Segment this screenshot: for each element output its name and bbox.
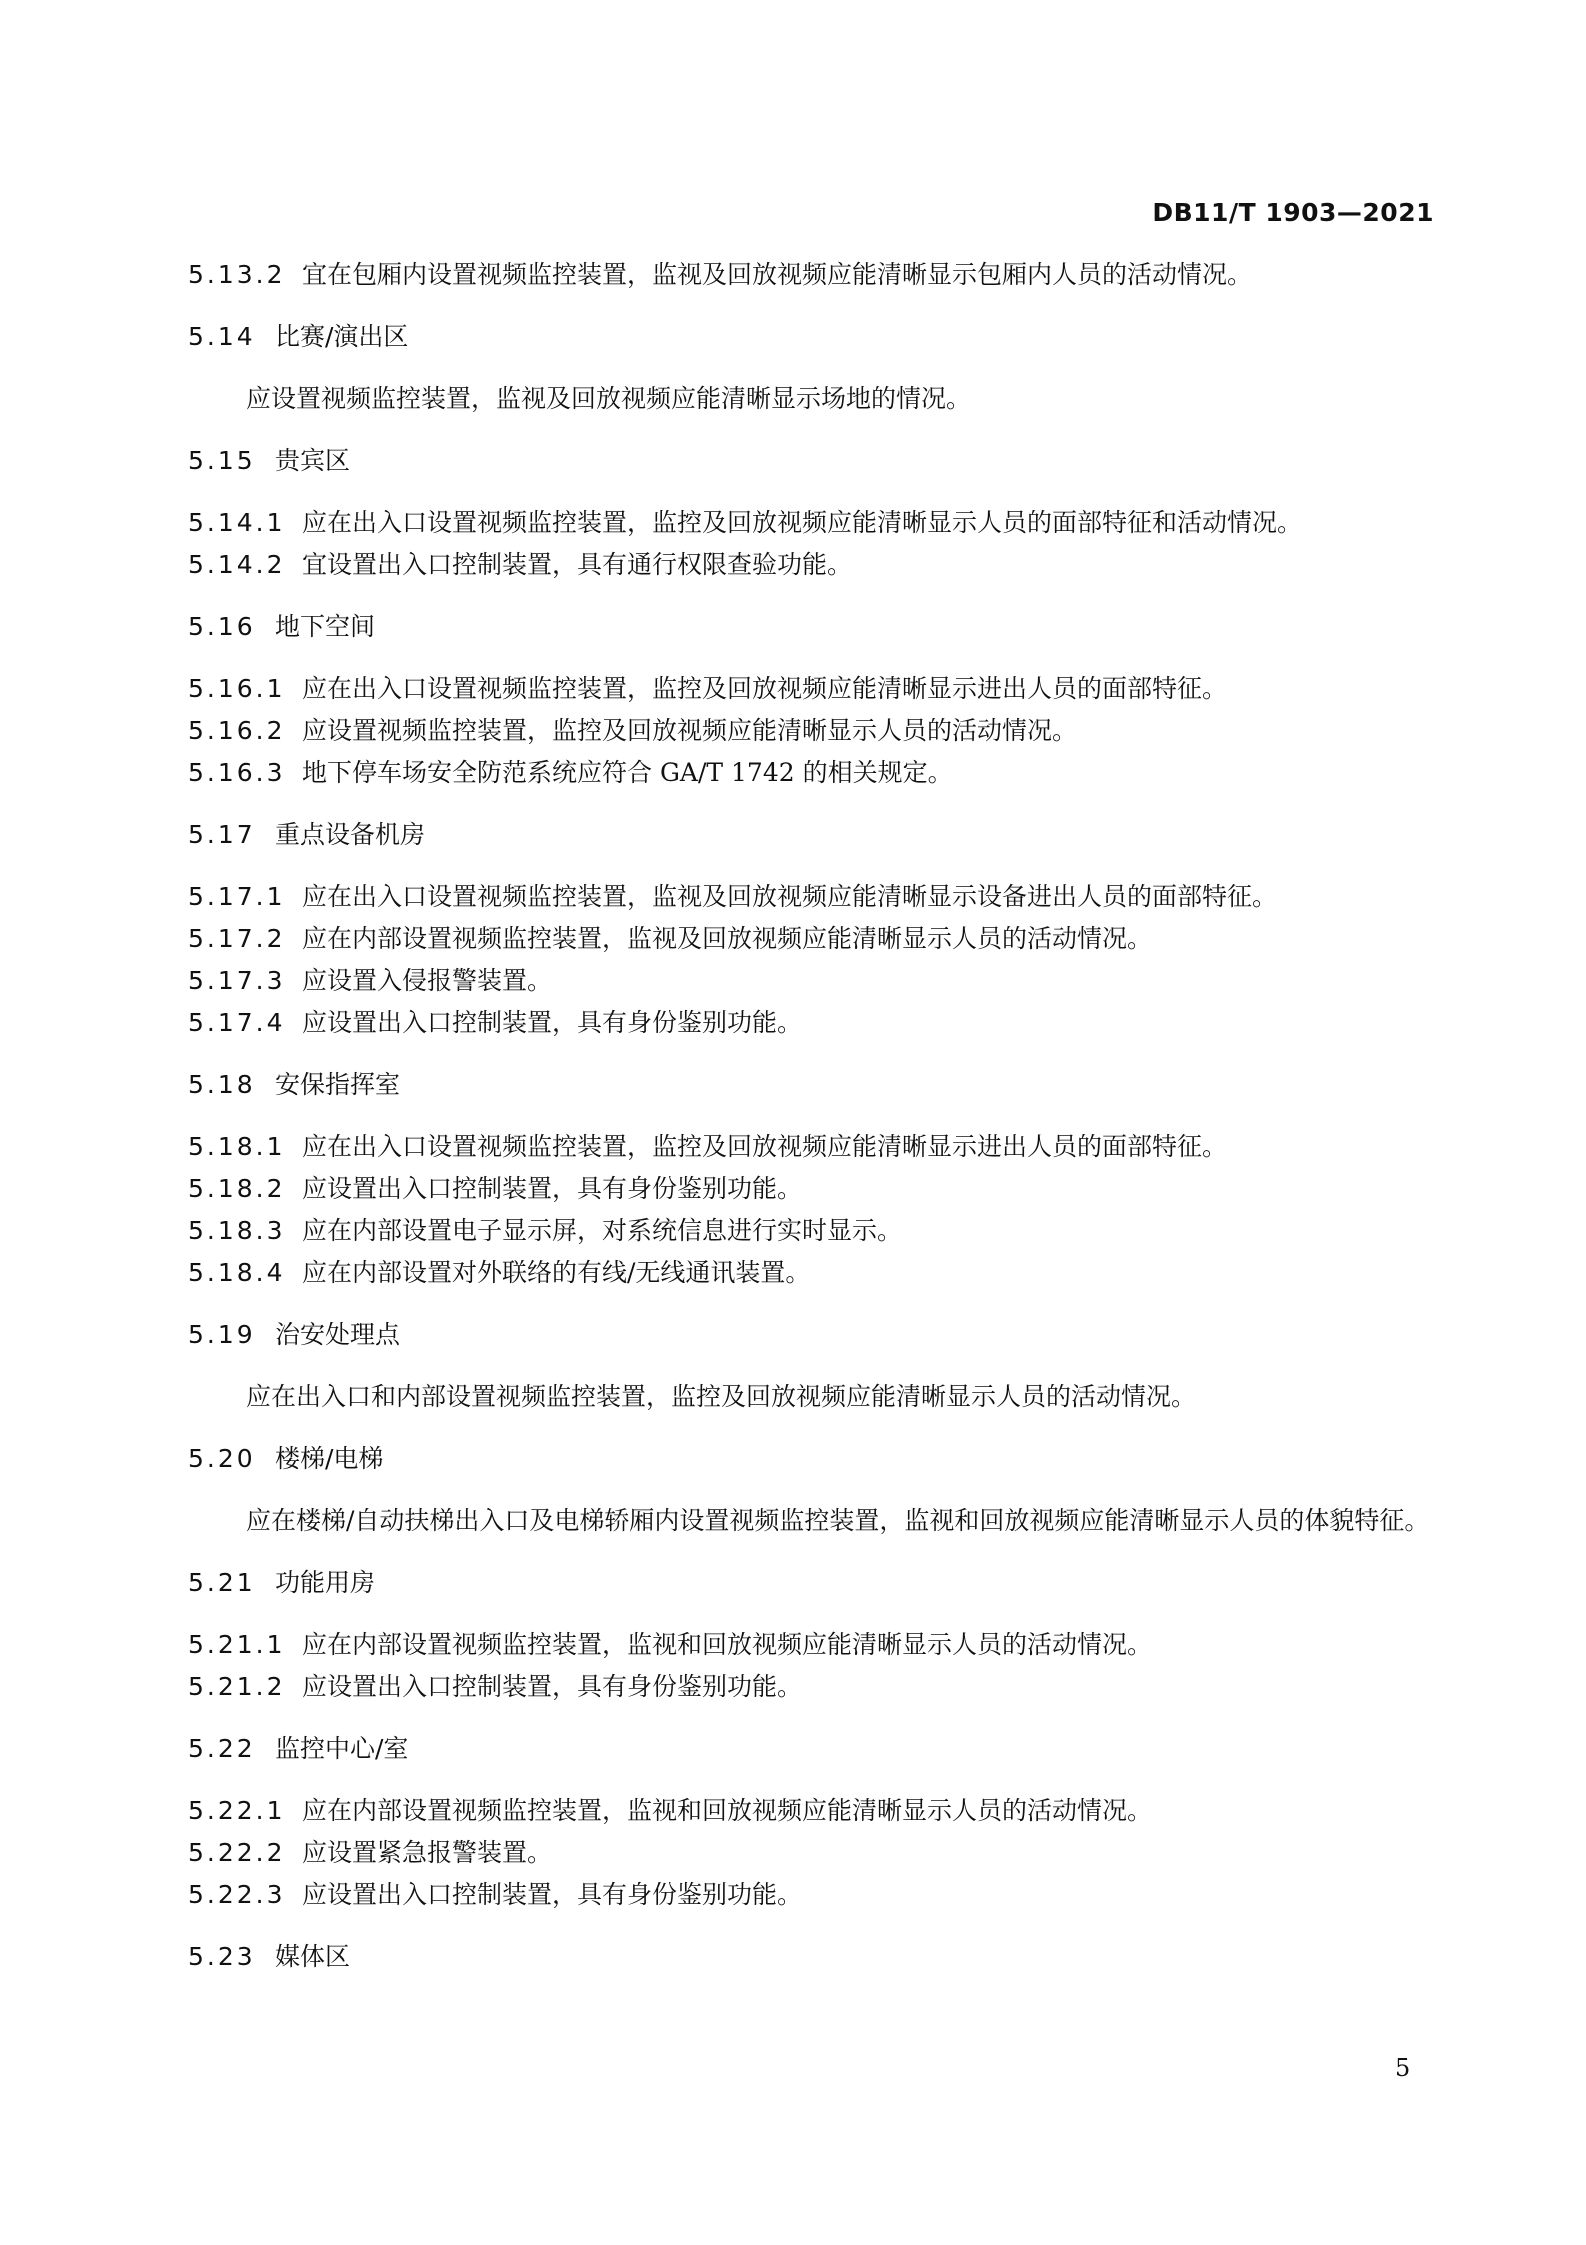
clause-number: 5.22.3 [188, 1880, 286, 1909]
section-heading [188, 814, 1438, 856]
clause-number: 5.17.4 [188, 1008, 286, 1037]
section-title: 楼梯/电梯 [275, 1444, 384, 1473]
section-title: 监控中心/室 [275, 1734, 409, 1763]
clause-number: 5.18.2 [188, 1174, 286, 1203]
clause-text: 应在出入口设置视频监控装置，监控及回放视频应能清晰显示进出人员的面部特征。 [302, 1132, 1228, 1161]
clause-text: 地下停车场安全防范系统应符合 GA/T 1742 的相关规定。 [302, 758, 953, 787]
body-paragraph: 应在楼梯/自动扶梯出入口及电梯轿厢内设置视频监控装置，监视和回放视频应能清晰显示人员的体貌特征。 [246, 1506, 1430, 1535]
section-heading [188, 1314, 1438, 1356]
clause-text: 应在内部设置电子显示屏，对系统信息进行实时显示。 [302, 1216, 903, 1245]
body-paragraph: 应在出入口和内部设置视频监控装置，监控及回放视频应能清晰显示人员的活动情况。 [246, 1382, 1197, 1411]
clause-number: 5.21.2 [188, 1672, 286, 1701]
clause-number: 5.16.3 [188, 758, 286, 787]
spacer [188, 1106, 1438, 1126]
clause-item [188, 1790, 1438, 1832]
section-title: 安保指挥室 [275, 1070, 401, 1099]
clause-text: 应在出入口设置视频监控装置，监视及回放视频应能清晰显示设备进出人员的面部特征。 [302, 882, 1278, 911]
section-heading [188, 1438, 1438, 1480]
clause-number: 5.17.3 [188, 966, 286, 995]
clause-item [188, 502, 1438, 544]
spacer [188, 1480, 1438, 1500]
clause-text: 应在内部设置视频监控装置，监视及回放视频应能清晰显示人员的活动情况。 [302, 924, 1153, 953]
clause-text: 应在内部设置视频监控装置，监视和回放视频应能清晰显示人员的活动情况。 [302, 1630, 1153, 1659]
clause-number: 5.13.2 [188, 260, 286, 289]
clause-text: 应在内部设置视频监控装置，监视和回放视频应能清晰显示人员的活动情况。 [302, 1796, 1153, 1825]
clause-text: 应设置视频监控装置，监控及回放视频应能清晰显示人员的活动情况。 [302, 716, 1078, 745]
spacer [188, 648, 1438, 668]
clause-item [188, 668, 1438, 710]
clause-number: 5.18.4 [188, 1258, 286, 1287]
clause-text: 应设置出入口控制装置，具有身份鉴别功能。 [302, 1008, 803, 1037]
clause-number: 5.21.1 [188, 1630, 286, 1659]
spacer [188, 296, 1438, 316]
clause-item [188, 1002, 1438, 1044]
section-number: 5.16 [188, 612, 256, 641]
clause-item [188, 1168, 1438, 1210]
clause-text: 应在内部设置对外联络的有线/无线通讯装置。 [302, 1258, 811, 1287]
spacer [188, 1044, 1438, 1064]
clause-number: 5.22.1 [188, 1796, 286, 1825]
section-heading [188, 1562, 1438, 1604]
section-number: 5.22 [188, 1734, 256, 1763]
section-heading [188, 316, 1438, 358]
spacer [188, 1604, 1438, 1624]
clause-text: 宜在包厢内设置视频监控装置，监视及回放视频应能清晰显示包厢内人员的活动情况。 [302, 260, 1253, 289]
section-number: 5.23 [188, 1942, 256, 1971]
body-paragraph: 应设置视频监控装置，监视及回放视频应能清晰显示场地的情况。 [246, 384, 972, 413]
spacer [188, 856, 1438, 876]
clause-text: 应设置入侵报警装置。 [302, 966, 553, 995]
section-heading [188, 606, 1438, 648]
section-title: 贵宾区 [275, 446, 351, 475]
clause-number: 5.18.1 [188, 1132, 286, 1161]
spacer [188, 1542, 1438, 1562]
clause-text: 应在出入口设置视频监控装置，监控及回放视频应能清晰显示进出人员的面部特征。 [302, 674, 1228, 703]
spacer [188, 1916, 1438, 1936]
section-heading [188, 1728, 1438, 1770]
clause-item [188, 1126, 1438, 1168]
section-heading [188, 1064, 1438, 1106]
clause-item [188, 1666, 1438, 1708]
section-number: 5.21 [188, 1568, 256, 1597]
clause-number: 5.14.2 [188, 550, 286, 579]
section-number: 5.14 [188, 322, 256, 351]
clause-item [188, 544, 1438, 586]
clause-item [188, 918, 1438, 960]
section-title: 治安处理点 [275, 1320, 401, 1349]
clause-number: 5.18.3 [188, 1216, 286, 1245]
clause-item [188, 1624, 1438, 1666]
clause-number: 5.22.2 [188, 1838, 286, 1867]
section-title: 重点设备机房 [275, 820, 426, 849]
section-title: 地下空间 [275, 612, 376, 641]
clause-number: 5.16.1 [188, 674, 286, 703]
clause-item [188, 1874, 1438, 1916]
page-number: 5 [1395, 2054, 1411, 2082]
clause-text: 应在出入口设置视频监控装置，监控及回放视频应能清晰显示人员的面部特征和活动情况。 [302, 508, 1303, 537]
clause-text: 应设置出入口控制装置，具有身份鉴别功能。 [302, 1672, 803, 1701]
spacer [188, 358, 1438, 378]
spacer [188, 482, 1438, 502]
spacer [188, 1708, 1438, 1728]
section-title: 功能用房 [275, 1568, 376, 1597]
section-number: 5.19 [188, 1320, 256, 1349]
clause-item [188, 876, 1438, 918]
spacer [188, 1770, 1438, 1790]
clause-text: 应设置出入口控制装置，具有身份鉴别功能。 [302, 1880, 803, 1909]
section-number: 5.20 [188, 1444, 256, 1473]
clause-number: 5.16.2 [188, 716, 286, 745]
document-code-header: DB11/T 1903—2021 [1152, 198, 1434, 227]
clause-item [188, 752, 1438, 794]
clause-text: 应设置出入口控制装置，具有身份鉴别功能。 [302, 1174, 803, 1203]
clause-number: 5.17.1 [188, 882, 286, 911]
clause-item [188, 710, 1438, 752]
clause-text: 宜设置出入口控制装置，具有通行权限查验功能。 [302, 550, 853, 579]
section-title: 媒体区 [275, 1942, 351, 1971]
clause-item [188, 1832, 1438, 1874]
spacer [188, 1294, 1438, 1314]
clause-item [188, 254, 1438, 296]
clause-number: 5.17.2 [188, 924, 286, 953]
clause-item [188, 1210, 1438, 1252]
section-heading [188, 440, 1438, 482]
clause-number: 5.14.1 [188, 508, 286, 537]
section-title: 比赛/演出区 [275, 322, 409, 351]
spacer [188, 420, 1438, 440]
clause-text: 应设置紧急报警装置。 [302, 1838, 553, 1867]
spacer [188, 1356, 1438, 1376]
clause-item [188, 960, 1438, 1002]
section-number: 5.18 [188, 1070, 256, 1099]
clause-item [188, 1252, 1438, 1294]
section-number: 5.17 [188, 820, 256, 849]
section-number: 5.15 [188, 446, 256, 475]
spacer [188, 1418, 1438, 1438]
spacer [188, 586, 1438, 606]
spacer [188, 794, 1438, 814]
section-heading [188, 1936, 1438, 1978]
document-body [188, 254, 1438, 1978]
